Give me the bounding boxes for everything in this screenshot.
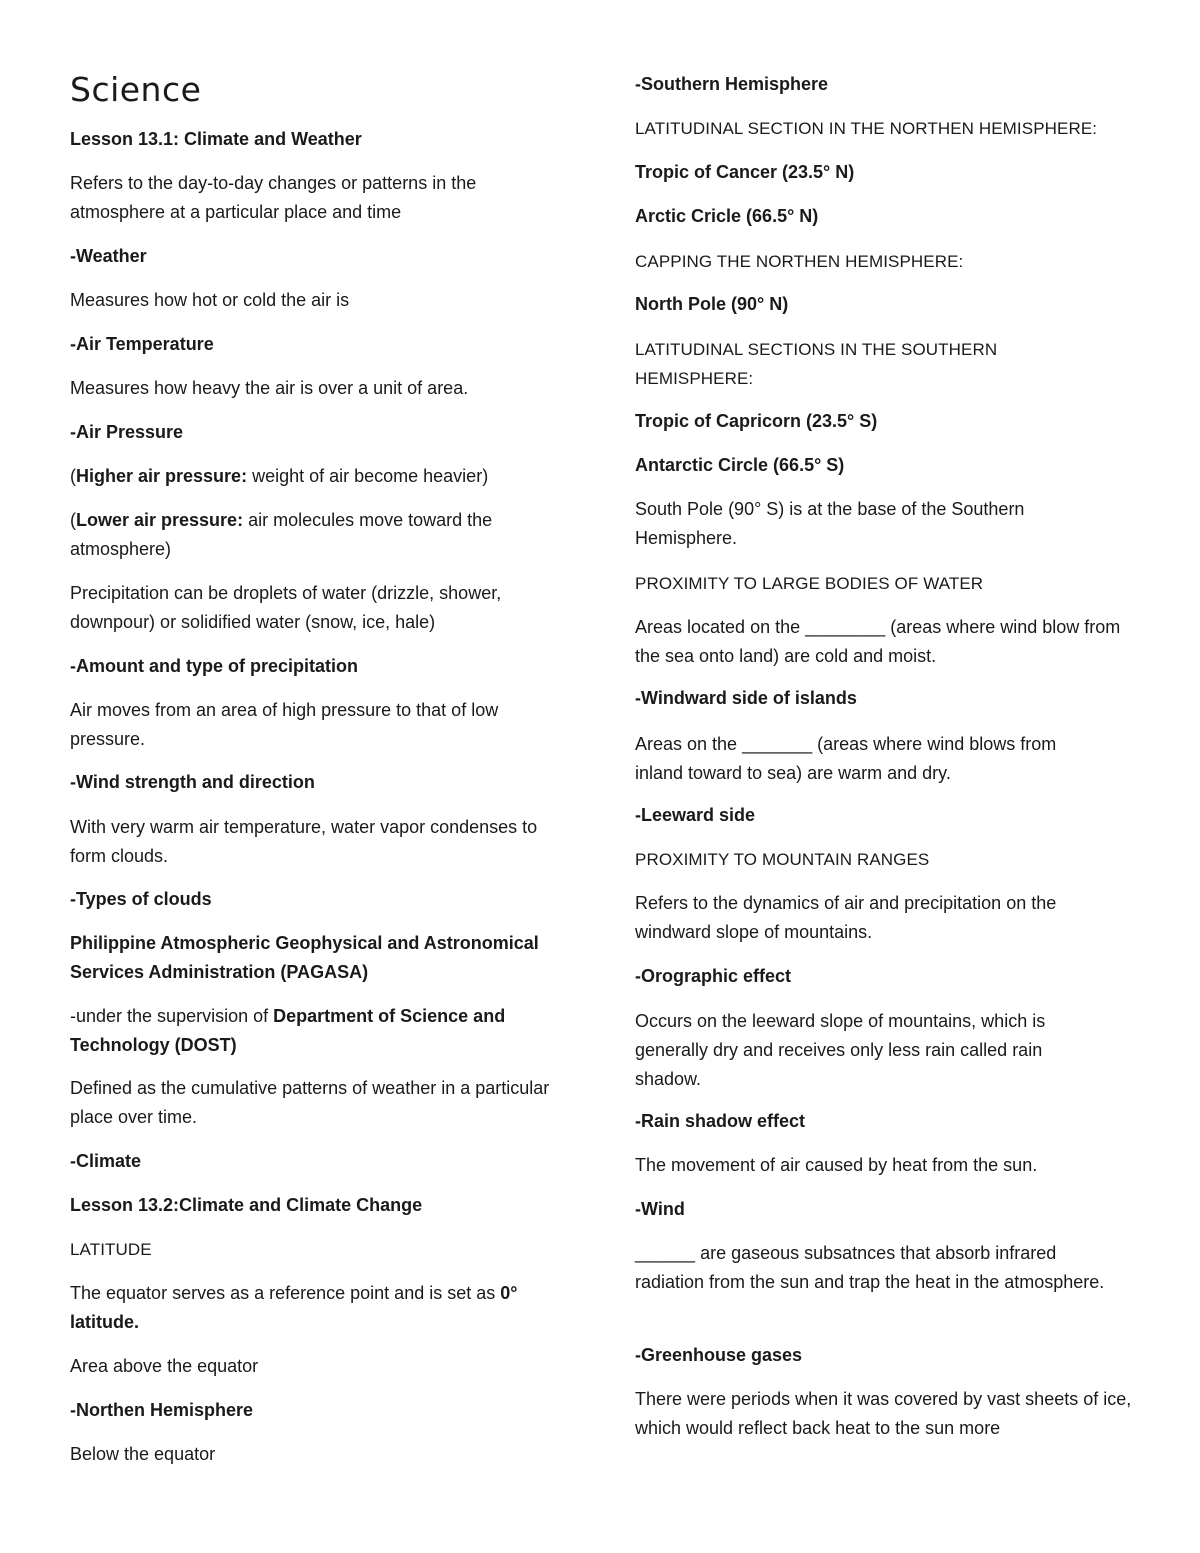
term: -Wind strength and direction — [70, 772, 315, 792]
section-heading: PROXIMITY TO LARGE BODIES OF WATER — [635, 574, 984, 593]
definition: Refers to the day-to-day changes or patterns in the atmosphere at a particular place and time — [70, 173, 477, 222]
definition: Precipitation can be droplets of water (drizzle, shower, downpour) or solidified water (snow, ice, hale) — [70, 583, 502, 632]
term: -Types of clouds — [70, 889, 212, 909]
section-heading: LATITUDE — [70, 1240, 152, 1259]
note-text: The equator serves as a reference point and is set as — [70, 1283, 501, 1303]
term: -Leeward side — [635, 805, 756, 825]
definition: Defined as the cumulative patterns of weather in a particular place over time. — [70, 1078, 550, 1127]
definition: Air moves from an area of high pressure to that of low pressure. — [70, 700, 499, 749]
note-bold: 0° latitude. — [70, 1283, 518, 1332]
definition: ______ are gaseous subsatnces that absorb infrared radiation from the sun and trap the heat in the atmosphere. — [635, 1243, 1105, 1292]
definition: Below the equator — [70, 1444, 216, 1464]
term: -Amount and type of precipitation — [70, 656, 358, 676]
definition: The movement of air caused by heat from the sun. — [635, 1155, 1038, 1175]
section-heading: LATITUDINAL SECTIONS IN THE SOUTHERN HEMISPHERE: — [635, 340, 998, 388]
term: -Rain shadow effect — [635, 1111, 806, 1131]
definition: Occurs on the leeward slope of mountains, which is generally dry and receives only less rain called rain shadow. — [635, 1011, 1046, 1089]
note-text: weight of air become heavier) — [247, 466, 489, 486]
note — [70, 1279, 570, 1337]
term: -Air Pressure — [70, 422, 184, 442]
section-heading: PROXIMITY TO MOUNTAIN RANGES — [635, 850, 930, 869]
note — [70, 1002, 570, 1060]
lesson-heading: Lesson 13.1: Climate and Weather — [70, 129, 362, 149]
note-text: -under the supervision of — [70, 1006, 274, 1026]
term: -Wind — [635, 1199, 685, 1219]
term: -Windward side of islands — [635, 688, 857, 708]
definition: South Pole (90° S) is at the base of the Southern Hemisphere. — [635, 499, 1025, 548]
term: -Weather — [70, 246, 147, 266]
definition: There were periods when it was covered by vast sheets of ice, which would reflect back heat to the sun more — [635, 1389, 1132, 1438]
note — [70, 506, 570, 564]
paren: ( — [70, 510, 76, 530]
agency-name: Philippine Atmospheric Geophysical and Astronomical Services Administration (PAGASA) — [70, 933, 539, 982]
section-heading: CAPPING THE NORTHEN HEMISPHERE: — [635, 252, 964, 271]
term: -Climate — [70, 1151, 142, 1171]
note — [70, 462, 570, 491]
note-text: air molecules move toward the atmosphere) — [70, 510, 493, 559]
latitude-line: Antarctic Circle (66.5° S) — [635, 455, 845, 475]
definition: Measures how heavy the air is over a unit of area. — [70, 378, 469, 398]
term: -Air Temperature — [70, 334, 214, 354]
term: -Southern Hemisphere — [635, 74, 829, 94]
latitude-line: North Pole (90° N) — [635, 294, 789, 314]
definition: Refers to the dynamics of air and precipitation on the windward slope of mountains. — [635, 893, 1057, 942]
definition: Areas located on the ________ (areas where wind blow from the sea onto land) are cold and moist. — [635, 617, 1121, 666]
definition: Areas on the _______ (areas where wind blows from inland toward to sea) are warm and dry. — [635, 734, 1057, 783]
section-heading: LATITUDINAL SECTION IN THE NORTHEN HEMISPHERE: — [635, 119, 1098, 138]
note-bold: Lower air pressure: — [76, 510, 244, 530]
lesson-heading: Lesson 13.2:Climate and Climate Change — [70, 1195, 423, 1215]
definition: With very warm air temperature, water vapor condenses to form clouds. — [70, 817, 538, 866]
page-title: Science — [70, 70, 202, 109]
paren: ( — [70, 466, 76, 486]
definition: Area above the equator — [70, 1356, 259, 1376]
term: -Orographic effect — [635, 966, 792, 986]
latitude-line: Tropic of Capricorn (23.5° S) — [635, 411, 878, 431]
definition: Measures how hot or cold the air is — [70, 290, 350, 310]
note-bold: Higher air pressure: — [76, 466, 248, 486]
latitude-line: Tropic of Cancer (23.5° N) — [635, 162, 855, 182]
term: -Greenhouse gases — [635, 1345, 803, 1365]
latitude-line: Arctic Cricle (66.5° N) — [635, 206, 819, 226]
note-bold: Department of Science and Technology (DOST) — [70, 1006, 506, 1055]
term: -Northen Hemisphere — [70, 1400, 254, 1420]
